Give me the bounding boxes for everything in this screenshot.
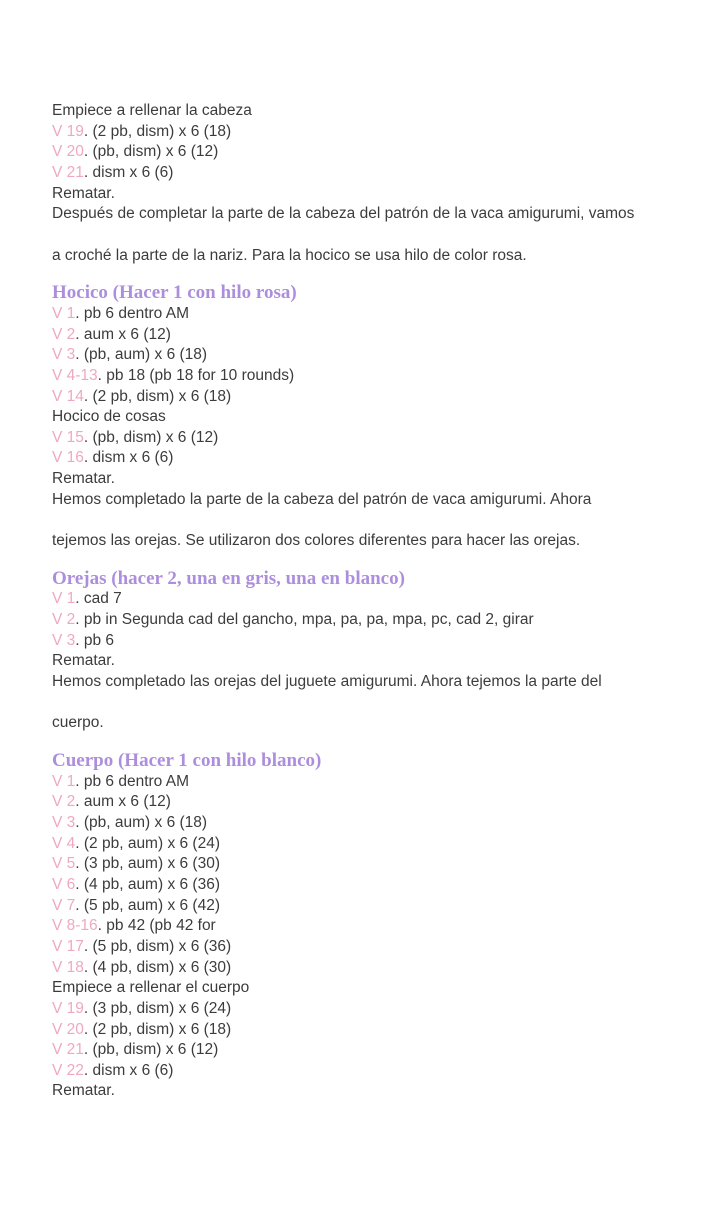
row-number: V 6 bbox=[52, 875, 76, 893]
row-number: V 18 bbox=[52, 958, 84, 976]
pattern-row bbox=[52, 304, 720, 325]
pattern-row bbox=[52, 916, 720, 937]
pattern-row bbox=[52, 366, 720, 387]
pattern-row bbox=[52, 163, 720, 184]
row-instruction: . pb 18 (pb 18 for 10 rounds) bbox=[97, 366, 295, 384]
row-instruction: . (pb, aum) x 6 (18) bbox=[75, 813, 208, 831]
row-number: V 1 bbox=[52, 590, 76, 608]
pattern-row bbox=[52, 792, 720, 813]
row-number: V 1 bbox=[52, 772, 76, 790]
row-instruction: . (2 pb, dism) x 6 (18) bbox=[83, 122, 232, 140]
pattern-row bbox=[52, 610, 720, 631]
pattern-row bbox=[52, 854, 720, 875]
row-number: V 4-13 bbox=[52, 366, 98, 384]
pattern-row bbox=[52, 875, 720, 896]
row-instruction: . (pb, dism) x 6 (12) bbox=[83, 428, 219, 446]
pattern-row bbox=[52, 589, 720, 610]
text-line: Empiece a rellenar la cabeza bbox=[52, 102, 252, 119]
row-instruction: . (3 pb, aum) x 6 (30) bbox=[75, 855, 220, 873]
row-number: V 3 bbox=[52, 813, 76, 831]
row-number: V 3 bbox=[52, 631, 76, 649]
paragraph-continuation-line: tejemos las orejas. Se utilizaron dos colores diferentes para hacer las orejas. bbox=[52, 532, 581, 550]
row-number: V 22 bbox=[52, 1061, 84, 1079]
pattern-row bbox=[52, 325, 720, 346]
row-number: V 15 bbox=[52, 428, 84, 446]
row-number: V 19 bbox=[52, 999, 84, 1017]
row-number: V 20 bbox=[52, 143, 84, 161]
paragraph-continuation-line: cuerpo. bbox=[52, 714, 104, 732]
text-line: Hemos completado las orejas del juguete amigurumi. Ahora tejemos la parte del bbox=[52, 673, 602, 691]
row-number: V 17 bbox=[52, 937, 84, 955]
pattern-row bbox=[52, 999, 720, 1020]
row-number: V 20 bbox=[52, 1020, 84, 1038]
text-line: Rematar. bbox=[52, 652, 115, 670]
pattern-row bbox=[52, 631, 720, 652]
text-line: Hemos completado la parte de la cabeza del patrón de vaca amigurumi. Ahora bbox=[52, 490, 592, 508]
text-line: Hocico de cosas bbox=[52, 408, 166, 426]
pattern-row bbox=[52, 142, 720, 163]
pattern-row bbox=[52, 1061, 720, 1082]
row-instruction: . (5 pb, aum) x 6 (42) bbox=[75, 896, 220, 914]
pattern-row bbox=[52, 834, 720, 855]
row-instruction: . pb 42 (pb 42 for bbox=[97, 917, 216, 935]
section-heading: Orejas (hacer 2, una en gris, una en blanco) bbox=[52, 567, 405, 589]
row-instruction: . (3 pb, dism) x 6 (24) bbox=[83, 999, 232, 1017]
row-instruction: . aum x 6 (12) bbox=[75, 325, 171, 343]
pattern-row bbox=[52, 937, 720, 958]
pattern-row bbox=[52, 1040, 720, 1061]
row-instruction: . pb 6 dentro AM bbox=[75, 304, 190, 322]
row-instruction: . (2 pb, dism) x 6 (18) bbox=[83, 1020, 232, 1038]
row-number: V 5 bbox=[52, 855, 76, 873]
row-instruction: . (pb, dism) x 6 (12) bbox=[83, 143, 219, 161]
row-number: V 2 bbox=[52, 793, 76, 811]
pattern-row bbox=[52, 122, 720, 143]
text-line: Empiece a rellenar el cuerpo bbox=[52, 979, 250, 997]
row-number: V 21 bbox=[52, 163, 84, 181]
row-number: V 4 bbox=[52, 834, 76, 852]
row-instruction: . dism x 6 (6) bbox=[83, 449, 174, 467]
row-instruction: . (pb, aum) x 6 (18) bbox=[75, 346, 208, 364]
pattern-row bbox=[52, 387, 720, 408]
row-number: V 1 bbox=[52, 304, 76, 322]
row-number: V 14 bbox=[52, 387, 84, 405]
pattern-content bbox=[52, 101, 720, 1102]
row-instruction: . pb 6 dentro AM bbox=[75, 772, 190, 790]
row-instruction: . pb 6 bbox=[75, 631, 115, 649]
row-instruction: . (4 pb, dism) x 6 (30) bbox=[83, 958, 232, 976]
pattern-row bbox=[52, 772, 720, 793]
text-line: Rematar. bbox=[52, 470, 115, 488]
pattern-row bbox=[52, 1020, 720, 1041]
row-number: V 21 bbox=[52, 1041, 84, 1059]
row-instruction: . (5 pb, dism) x 6 (36) bbox=[83, 937, 232, 955]
row-instruction: . (2 pb, dism) x 6 (18) bbox=[83, 387, 232, 405]
row-number: V 16 bbox=[52, 449, 84, 467]
pattern-row bbox=[52, 345, 720, 366]
row-number: V 19 bbox=[52, 122, 84, 140]
row-number: V 7 bbox=[52, 896, 76, 914]
pattern-row bbox=[52, 428, 720, 449]
text-line: Rematar. bbox=[52, 1082, 115, 1100]
pattern-row bbox=[52, 958, 720, 979]
row-instruction: . cad 7 bbox=[75, 590, 122, 608]
row-number: V 8-16 bbox=[52, 917, 98, 935]
paragraph-continuation-line: a croché la parte de la nariz. Para la hocico se usa hilo de color rosa. bbox=[52, 246, 527, 264]
row-number: V 2 bbox=[52, 325, 76, 343]
row-instruction: . dism x 6 (6) bbox=[83, 1061, 174, 1079]
row-instruction: . (4 pb, aum) x 6 (36) bbox=[75, 875, 220, 893]
pattern-row bbox=[52, 813, 720, 834]
pattern-row bbox=[52, 896, 720, 917]
row-instruction: . (2 pb, aum) x 6 (24) bbox=[75, 834, 220, 852]
row-instruction: . aum x 6 (12) bbox=[75, 793, 171, 811]
row-number: V 3 bbox=[52, 346, 76, 364]
row-instruction: . (pb, dism) x 6 (12) bbox=[83, 1041, 219, 1059]
pattern-row bbox=[52, 448, 720, 469]
row-number: V 2 bbox=[52, 611, 76, 629]
row-instruction: . dism x 6 (6) bbox=[83, 163, 174, 181]
section-heading: Hocico (Hacer 1 con hilo rosa) bbox=[52, 282, 297, 304]
text-line: Rematar. bbox=[52, 184, 115, 202]
section-heading: Cuerpo (Hacer 1 con hilo blanco) bbox=[52, 749, 322, 771]
row-instruction: . pb in Segunda cad del gancho, mpa, pa, pa, mpa, pc, cad 2, girar bbox=[75, 611, 534, 629]
text-line: Después de completar la parte de la cabeza del patrón de la vaca amigurumi, vamos bbox=[52, 205, 635, 223]
